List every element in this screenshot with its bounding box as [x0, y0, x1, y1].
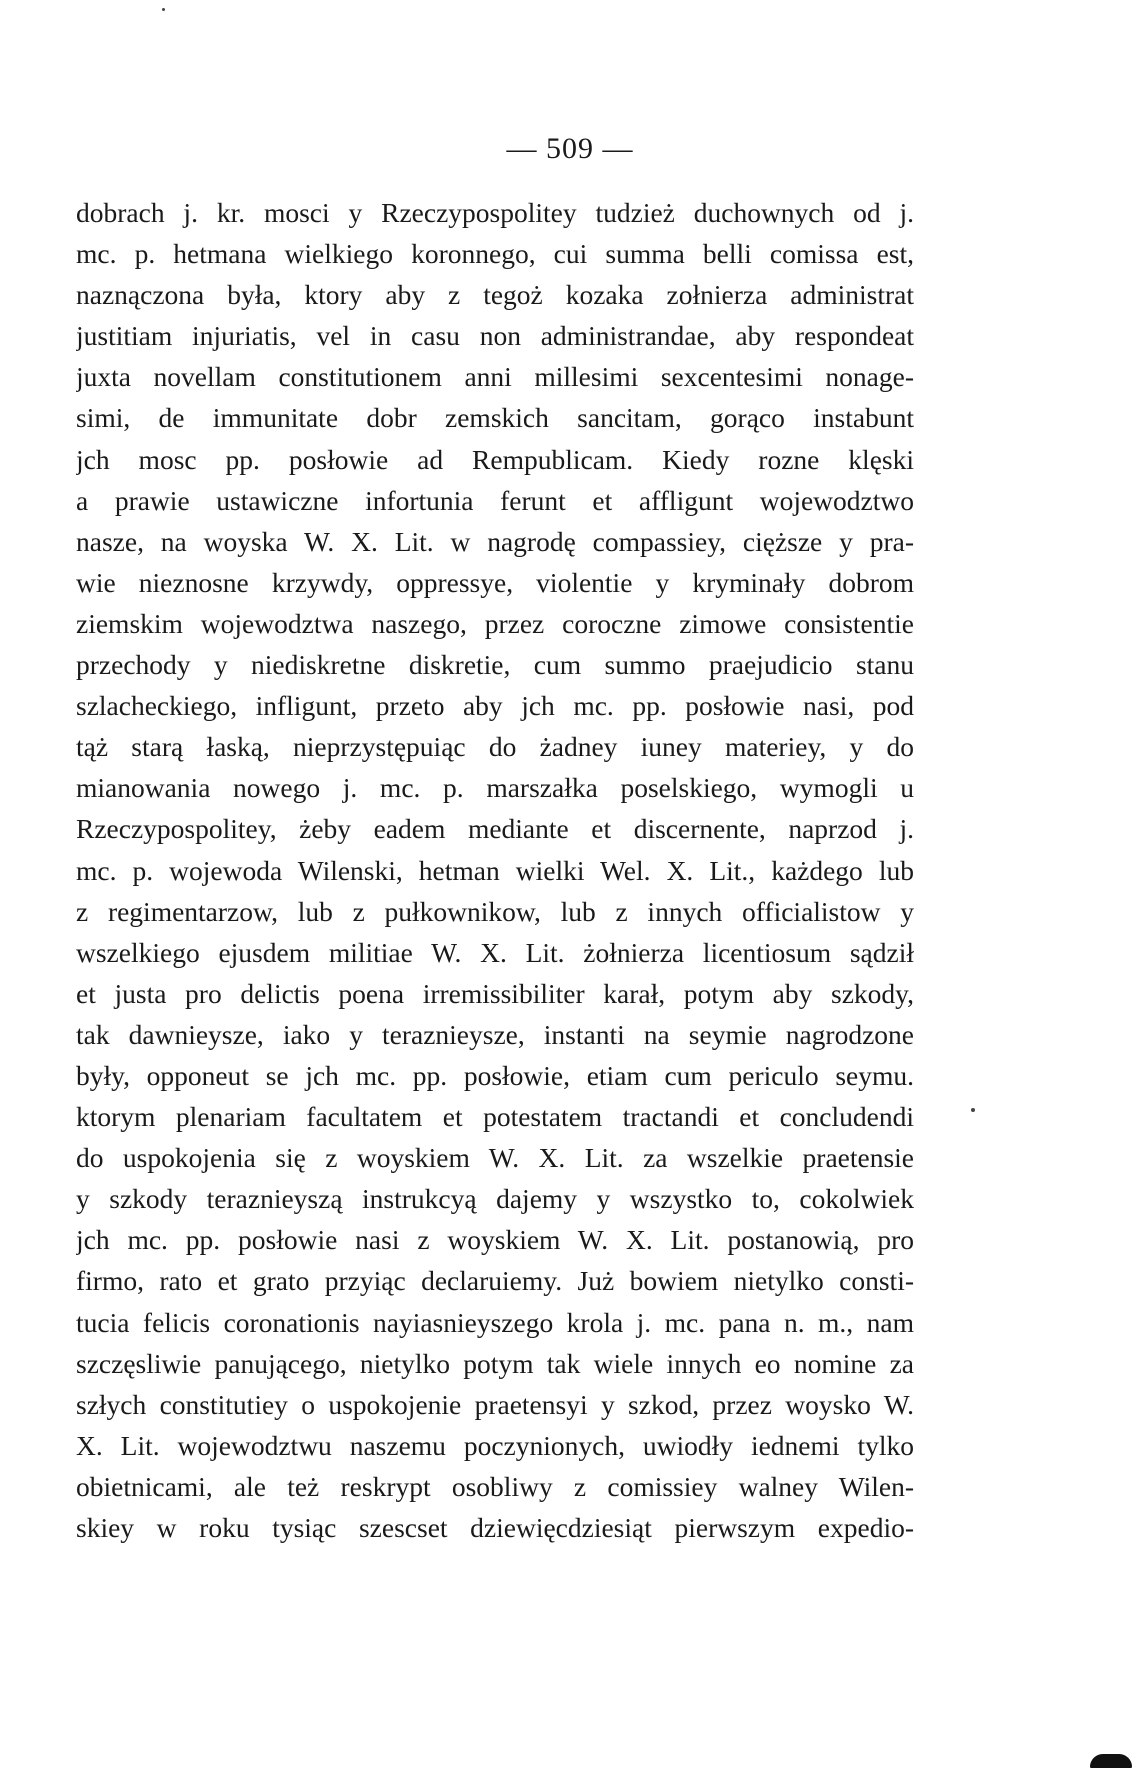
text-line: tucia felicis coronationis nayiasnieyszego krola j. mc. pana n. m., nam	[76, 1306, 914, 1338]
text-line: tak dawnieysze, iako y teraznieysze, instanti na seymie nagrodzone	[76, 1018, 914, 1050]
text-line: X. Lit. wojewodztwu naszemu poczynionych, uwiodły iednemi tylko	[76, 1429, 914, 1461]
text-line: mc. p. hetmana wielkiego koronnego, cui summa belli comissa est,	[76, 238, 914, 270]
text-line: Rzeczypospolitey, żeby eadem mediante et discernente, naprzod j.	[76, 813, 914, 845]
text-line: jch mosc pp. posłowie ad Rempublicam. Kiedy rozne klęski	[76, 443, 914, 475]
page-number: — 509 —	[506, 132, 634, 165]
text-line: do uspokojenia się z woyskiem W. X. Lit. za wszelkie praetensie	[76, 1142, 914, 1174]
text-line: szczęsliwie panującego, nietylko potym tak wiele innych eo nomine za	[76, 1347, 914, 1379]
text-line: tąż starą łaską, nieprzystępuiąc do żadney iuney materiey, y do	[76, 731, 914, 763]
text-line: skiey w roku tysiąc szescset dziewięcdziesiąt pierwszym expedio-	[76, 1512, 914, 1543]
text-line: nasze, na woyska W. X. Lit. w nagrodę compassiey, cięższe y pra-	[76, 525, 914, 557]
text-line: szłych constitutiey o uspokojenie praetensyi y szkod, przez woysko W.	[76, 1388, 914, 1420]
text-line: mc. p. wojewoda Wilenski, hetman wielki Wel. X. Lit., każdego lub	[76, 854, 914, 886]
text-line: jch mc. pp. posłowie nasi z woyskiem W. X. Lit. postanowią, pro	[76, 1224, 914, 1256]
text-line: z regimentarzow, lub z pułkownikow, lub z innych officialistow y	[76, 895, 914, 927]
text-line: a prawie ustawiczne infortunia ferunt et affligunt wojewodztwo	[76, 484, 914, 516]
text-line: przechody y niediskretne diskretie, cum summo praejudicio stanu	[76, 649, 914, 681]
text-line: mianowania nowego j. mc. p. marszałka poselskiego, wymogli u	[76, 772, 914, 804]
text-line: firmo, rato et grato przyiąc declaruiemy. Już bowiem nietylko consti-	[76, 1265, 914, 1297]
text-line: naznączona była, ktory aby z tegoż kozaka zołnierza administrat	[76, 279, 914, 311]
body-text	[76, 192, 914, 1548]
text-line: wie nieznosne krzywdy, oppressye, violentie y kryminały dobrom	[76, 566, 914, 598]
text-line: wszelkiego ejusdem militiae W. X. Lit. żołnierza licentiosum sądził	[76, 936, 914, 968]
corner-ink-mark	[1090, 1754, 1132, 1768]
text-line: ktorym plenariam facultatem et potestatem tractandi et concludendi	[76, 1101, 914, 1133]
text-line: szlacheckiego, infligunt, przeto aby jch mc. pp. posłowie nasi, pod	[76, 690, 914, 722]
text-line: simi, de immunitate dobr zemskich sancitam, gorąco instabunt	[76, 402, 914, 434]
text-line: justitiam injuriatis, vel in casu non administrandae, aby respondeat	[76, 320, 914, 352]
text-line: y szkody teraznieyszą instrukcyą dajemy y wszystko to, cokolwiek	[76, 1183, 914, 1215]
print-speck	[971, 1108, 975, 1112]
text-line: były, opponeut se jch mc. pp. posłowie, etiam cum periculo seymu.	[76, 1059, 914, 1091]
text-line: obietnicami, ale też reskrypt osobliwy z comissiey walney Wilen-	[76, 1470, 914, 1502]
print-speck	[162, 8, 165, 11]
text-line: ziemskim wojewodztwa naszego, przez coroczne zimowe consistentie	[76, 607, 914, 639]
text-line: et justa pro delictis poena irremissibiliter karał, potym aby szkody,	[76, 977, 914, 1009]
text-line: juxta novellam constitutionem anni millesimi sexcentesimi nonage-	[76, 361, 914, 393]
text-line: dobrach j. kr. mosci y Rzeczypospolitey tudzież duchownych od j.	[76, 197, 914, 228]
